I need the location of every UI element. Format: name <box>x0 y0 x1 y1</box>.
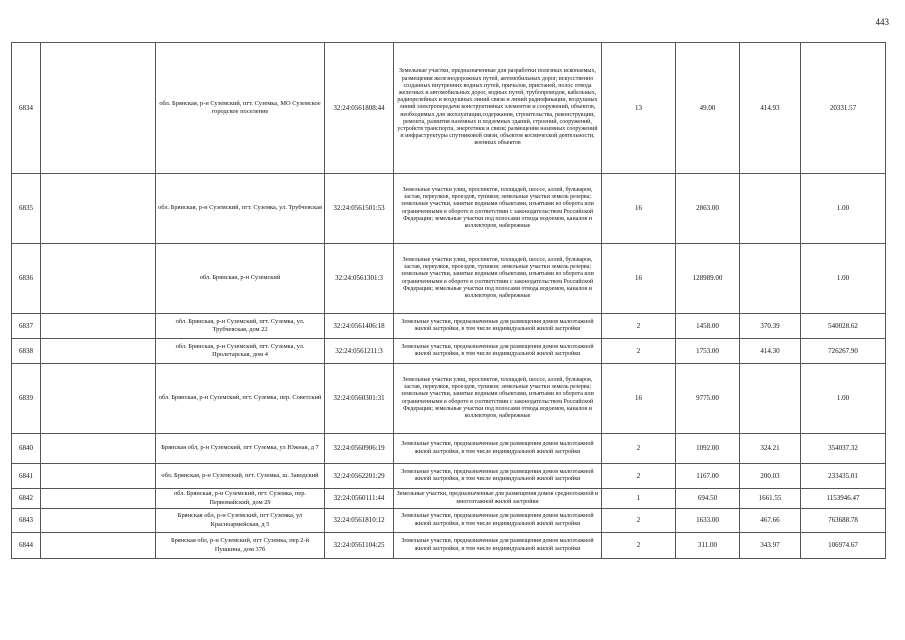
cadastral-value-cell: 763688.78 <box>801 509 886 533</box>
land-use-cell: Земельные участки, предназначенные для размещения домов малоэтажной жилой застройки, в том числе индивидуальной жилой застройки <box>394 533 602 559</box>
cadastral-value-cell: 1153946.47 <box>801 489 886 509</box>
row-index: 6837 <box>12 314 41 339</box>
table-row <box>12 509 886 533</box>
table-row <box>12 434 886 464</box>
land-use-cell: Земельные участки, предназначенные для разработки полезных ископаемых, размещения железнодорожных путей, автомобильных дорог, искусственно созданных внутренних водных путей, причалов, пристаней, полос отвода железных и автомобильных дорог, водных путей, трубопроводов, кабельных, радиорелейных и воздушных линий связи и линий радиофикации, воздушных линий электропередачи конструктивных элементов и сооружений, объектов, необходимых для эксплуатации,содержания, строительства, реконструкции, ремонта, развития наземных и подземных зданий, строений, сооружений, устройств транспорта, энергетики и связи; размещения наземных сооружений и инфраструктуры спутниковой связи, объектов космической деятельности, военных объектов <box>394 43 602 174</box>
group-cell: 13 <box>602 43 676 174</box>
table-row <box>12 489 886 509</box>
area-cell: 694.50 <box>676 489 740 509</box>
row-index: 6835 <box>12 174 41 244</box>
cadastral-value-cell: 106974.67 <box>801 533 886 559</box>
address-cell: обл. Брянская, р-н Суземский, пгт. Суземка, пер. Советский <box>156 364 325 434</box>
address-cell: обл. Брянская, р-н Суземский, пгт. Суземка, ул. Трубчевская, дом 22 <box>156 314 325 339</box>
row-index: 6843 <box>12 509 41 533</box>
rate-cell <box>740 364 801 434</box>
area-cell: 1167.00 <box>676 464 740 489</box>
address-cell: обл. Брянская, р-н Суземский, пгт. Суземка, ш. Заводский <box>156 464 325 489</box>
land-use-cell: Земельные участки, предназначенные для размещения домов малоэтажной жилой застройки, в том числе индивидуальной жилой застройки <box>394 464 602 489</box>
cadastral-number-cell: 32:24:0562201:29 <box>325 464 394 489</box>
group-cell: 2 <box>602 434 676 464</box>
address-cell: Брянская обл, р-н Суземский, пгт Суземка, пер 2-й Пушкина, дом 37б <box>156 533 325 559</box>
land-use-cell: Земельные участки, предназначенные для размещения домов малоэтажной жилой застройки, в том числе индивидуальной жилой застройки <box>394 434 602 464</box>
area-cell: 2863.00 <box>676 174 740 244</box>
cadastral-value-cell: 540028.62 <box>801 314 886 339</box>
table-row <box>12 364 886 434</box>
rate-cell: 467.66 <box>740 509 801 533</box>
area-cell: 1092.00 <box>676 434 740 464</box>
address-cell: обл. Брянская, р-н Суземский, пгт. Суземка, ул. Трубчевская <box>156 174 325 244</box>
cadastral-value-cell: 1.00 <box>801 364 886 434</box>
land-use-cell: Земельные участки, предназначенные для размещения домов среднеэтажной и многоэтажной жилой застройки <box>394 489 602 509</box>
rate-cell: 343.97 <box>740 533 801 559</box>
table-body <box>12 43 886 559</box>
cadastral-number-cell: 32:24:0561810:12 <box>325 509 394 533</box>
rate-cell <box>740 174 801 244</box>
empty-cell <box>41 533 156 559</box>
table-row <box>12 314 886 339</box>
area-cell: 128989.00 <box>676 244 740 314</box>
group-cell: 16 <box>602 174 676 244</box>
table-row <box>12 174 886 244</box>
rate-cell: 1661.55 <box>740 489 801 509</box>
land-use-cell: Земельные участки улиц, проспектов, площадей, шоссе, аллей, бульваров, застав, переулков, проездов, тупиков; земельные участки земель резерва; земельные участки, занятые водными объектами, изъятыми из оборота или ограниченными в обороте в соответствии с законодательством Российской Федерации; земельные участки под полосами отвода водоемов, каналов и коллекторов, набережные <box>394 364 602 434</box>
page-number: 443 <box>875 17 889 27</box>
row-index: 6838 <box>12 339 41 364</box>
cadastral-number-cell: 32:24:0560906:19 <box>325 434 394 464</box>
cadastral-number-cell: 32:24:0561211:3 <box>325 339 394 364</box>
group-cell: 1 <box>602 489 676 509</box>
cadastral-number-cell: 32:24:0561301:3 <box>325 244 394 314</box>
group-cell: 2 <box>602 464 676 489</box>
area-cell: 49.00 <box>676 43 740 174</box>
address-cell: обл. Брянская, р-н Суземский, пгт. Суземка, МО Суземское городское поселение <box>156 43 325 174</box>
land-use-cell: Земельные участки улиц, проспектов, площадей, шоссе, аллей, бульваров, застав, переулков, проездов, тупиков; земельные участки земель резерва; земельные участки, занятые водными объектами, изъятыми из оборота или ограниченными в обороте в соответствии с законодательством Российской Федерации; земельные участки под полосами отвода водоемов, каналов и коллекторов, набережные <box>394 244 602 314</box>
cadastral-value-cell: 20331.57 <box>801 43 886 174</box>
address-cell: Брянская обл, р-н Суземский, пгт Суземка, ул Красноармейская, д 5 <box>156 509 325 533</box>
land-use-cell: Земельные участки, предназначенные для размещения домов малоэтажной жилой застройки, в том числе индивидуальной жилой застройки <box>394 314 602 339</box>
table-row <box>12 464 886 489</box>
cadastral-number-cell: 32:24:0561406:18 <box>325 314 394 339</box>
empty-cell <box>41 314 156 339</box>
row-index: 6841 <box>12 464 41 489</box>
table-row <box>12 339 886 364</box>
rate-cell: 414.30 <box>740 339 801 364</box>
rate-cell: 200.03 <box>740 464 801 489</box>
group-cell: 2 <box>602 314 676 339</box>
cadastral-value-cell: 1.00 <box>801 174 886 244</box>
cadastral-value-cell: 354037.32 <box>801 434 886 464</box>
cadastral-number-cell: 32:24:0561808:44 <box>325 43 394 174</box>
cadastral-value-cell: 1.00 <box>801 244 886 314</box>
table-row <box>12 43 886 174</box>
group-cell: 16 <box>602 244 676 314</box>
table-row <box>12 533 886 559</box>
group-cell: 16 <box>602 364 676 434</box>
land-use-cell: Земельные участки, предназначенные для размещения домов малоэтажной жилой застройки, в том числе индивидуальной жилой застройки <box>394 509 602 533</box>
cadastral-value-cell: 726267.90 <box>801 339 886 364</box>
address-cell: обл. Брянская, р-н Суземский, пгт. Суземка, ул. Пролетарская, дом 4 <box>156 339 325 364</box>
rate-cell: 370.39 <box>740 314 801 339</box>
row-index: 6840 <box>12 434 41 464</box>
empty-cell <box>41 509 156 533</box>
empty-cell <box>41 489 156 509</box>
rate-cell: 324.21 <box>740 434 801 464</box>
row-index: 6839 <box>12 364 41 434</box>
cadastral-value-cell: 233435.01 <box>801 464 886 489</box>
cadastral-number-cell: 32:24:0560111:44 <box>325 489 394 509</box>
address-cell: обл. Брянская, р-н Суземский, пгт. Суземка, пер. Первомайский, дом 29 <box>156 489 325 509</box>
area-cell: 311.00 <box>676 533 740 559</box>
empty-cell <box>41 43 156 174</box>
row-index: 6834 <box>12 43 41 174</box>
cadastral-number-cell: 32:24:0561501:53 <box>325 174 394 244</box>
row-index: 6844 <box>12 533 41 559</box>
cadastral-number-cell: 32:24:0560301:31 <box>325 364 394 434</box>
rate-cell <box>740 244 801 314</box>
empty-cell <box>41 434 156 464</box>
empty-cell <box>41 464 156 489</box>
empty-cell <box>41 244 156 314</box>
cadastral-value-table <box>11 42 886 559</box>
group-cell: 2 <box>602 509 676 533</box>
area-cell: 1458.00 <box>676 314 740 339</box>
land-use-cell: Земельные участки улиц, проспектов, площадей, шоссе, аллей, бульваров, застав, переулков, проездов, тупиков; земельные участки земель резерва; земельные участки, занятые водными объектами, изъятыми из оборота или ограниченными в обороте в соответствии с законодательством Российской Федерации; земельные участки под полосами отвода водоемов, каналов и коллекторов, набережные <box>394 174 602 244</box>
area-cell: 1633.00 <box>676 509 740 533</box>
row-index: 6836 <box>12 244 41 314</box>
area-cell: 1753.00 <box>676 339 740 364</box>
empty-cell <box>41 364 156 434</box>
address-cell: Брянская обл, р-н Суземский, пгт Суземка, ул Южная, д 7 <box>156 434 325 464</box>
row-index: 6842 <box>12 489 41 509</box>
address-cell: обл. Брянская, р-н Суземский <box>156 244 325 314</box>
group-cell: 2 <box>602 339 676 364</box>
empty-cell <box>41 174 156 244</box>
area-cell: 9775.00 <box>676 364 740 434</box>
group-cell: 2 <box>602 533 676 559</box>
land-use-cell: Земельные участки, предназначенные для размещения домов малоэтажной жилой застройки, в том числе индивидуальной жилой застройки <box>394 339 602 364</box>
cadastral-number-cell: 32:24:0561104:25 <box>325 533 394 559</box>
rate-cell: 414.93 <box>740 43 801 174</box>
table-row <box>12 244 886 314</box>
empty-cell <box>41 339 156 364</box>
